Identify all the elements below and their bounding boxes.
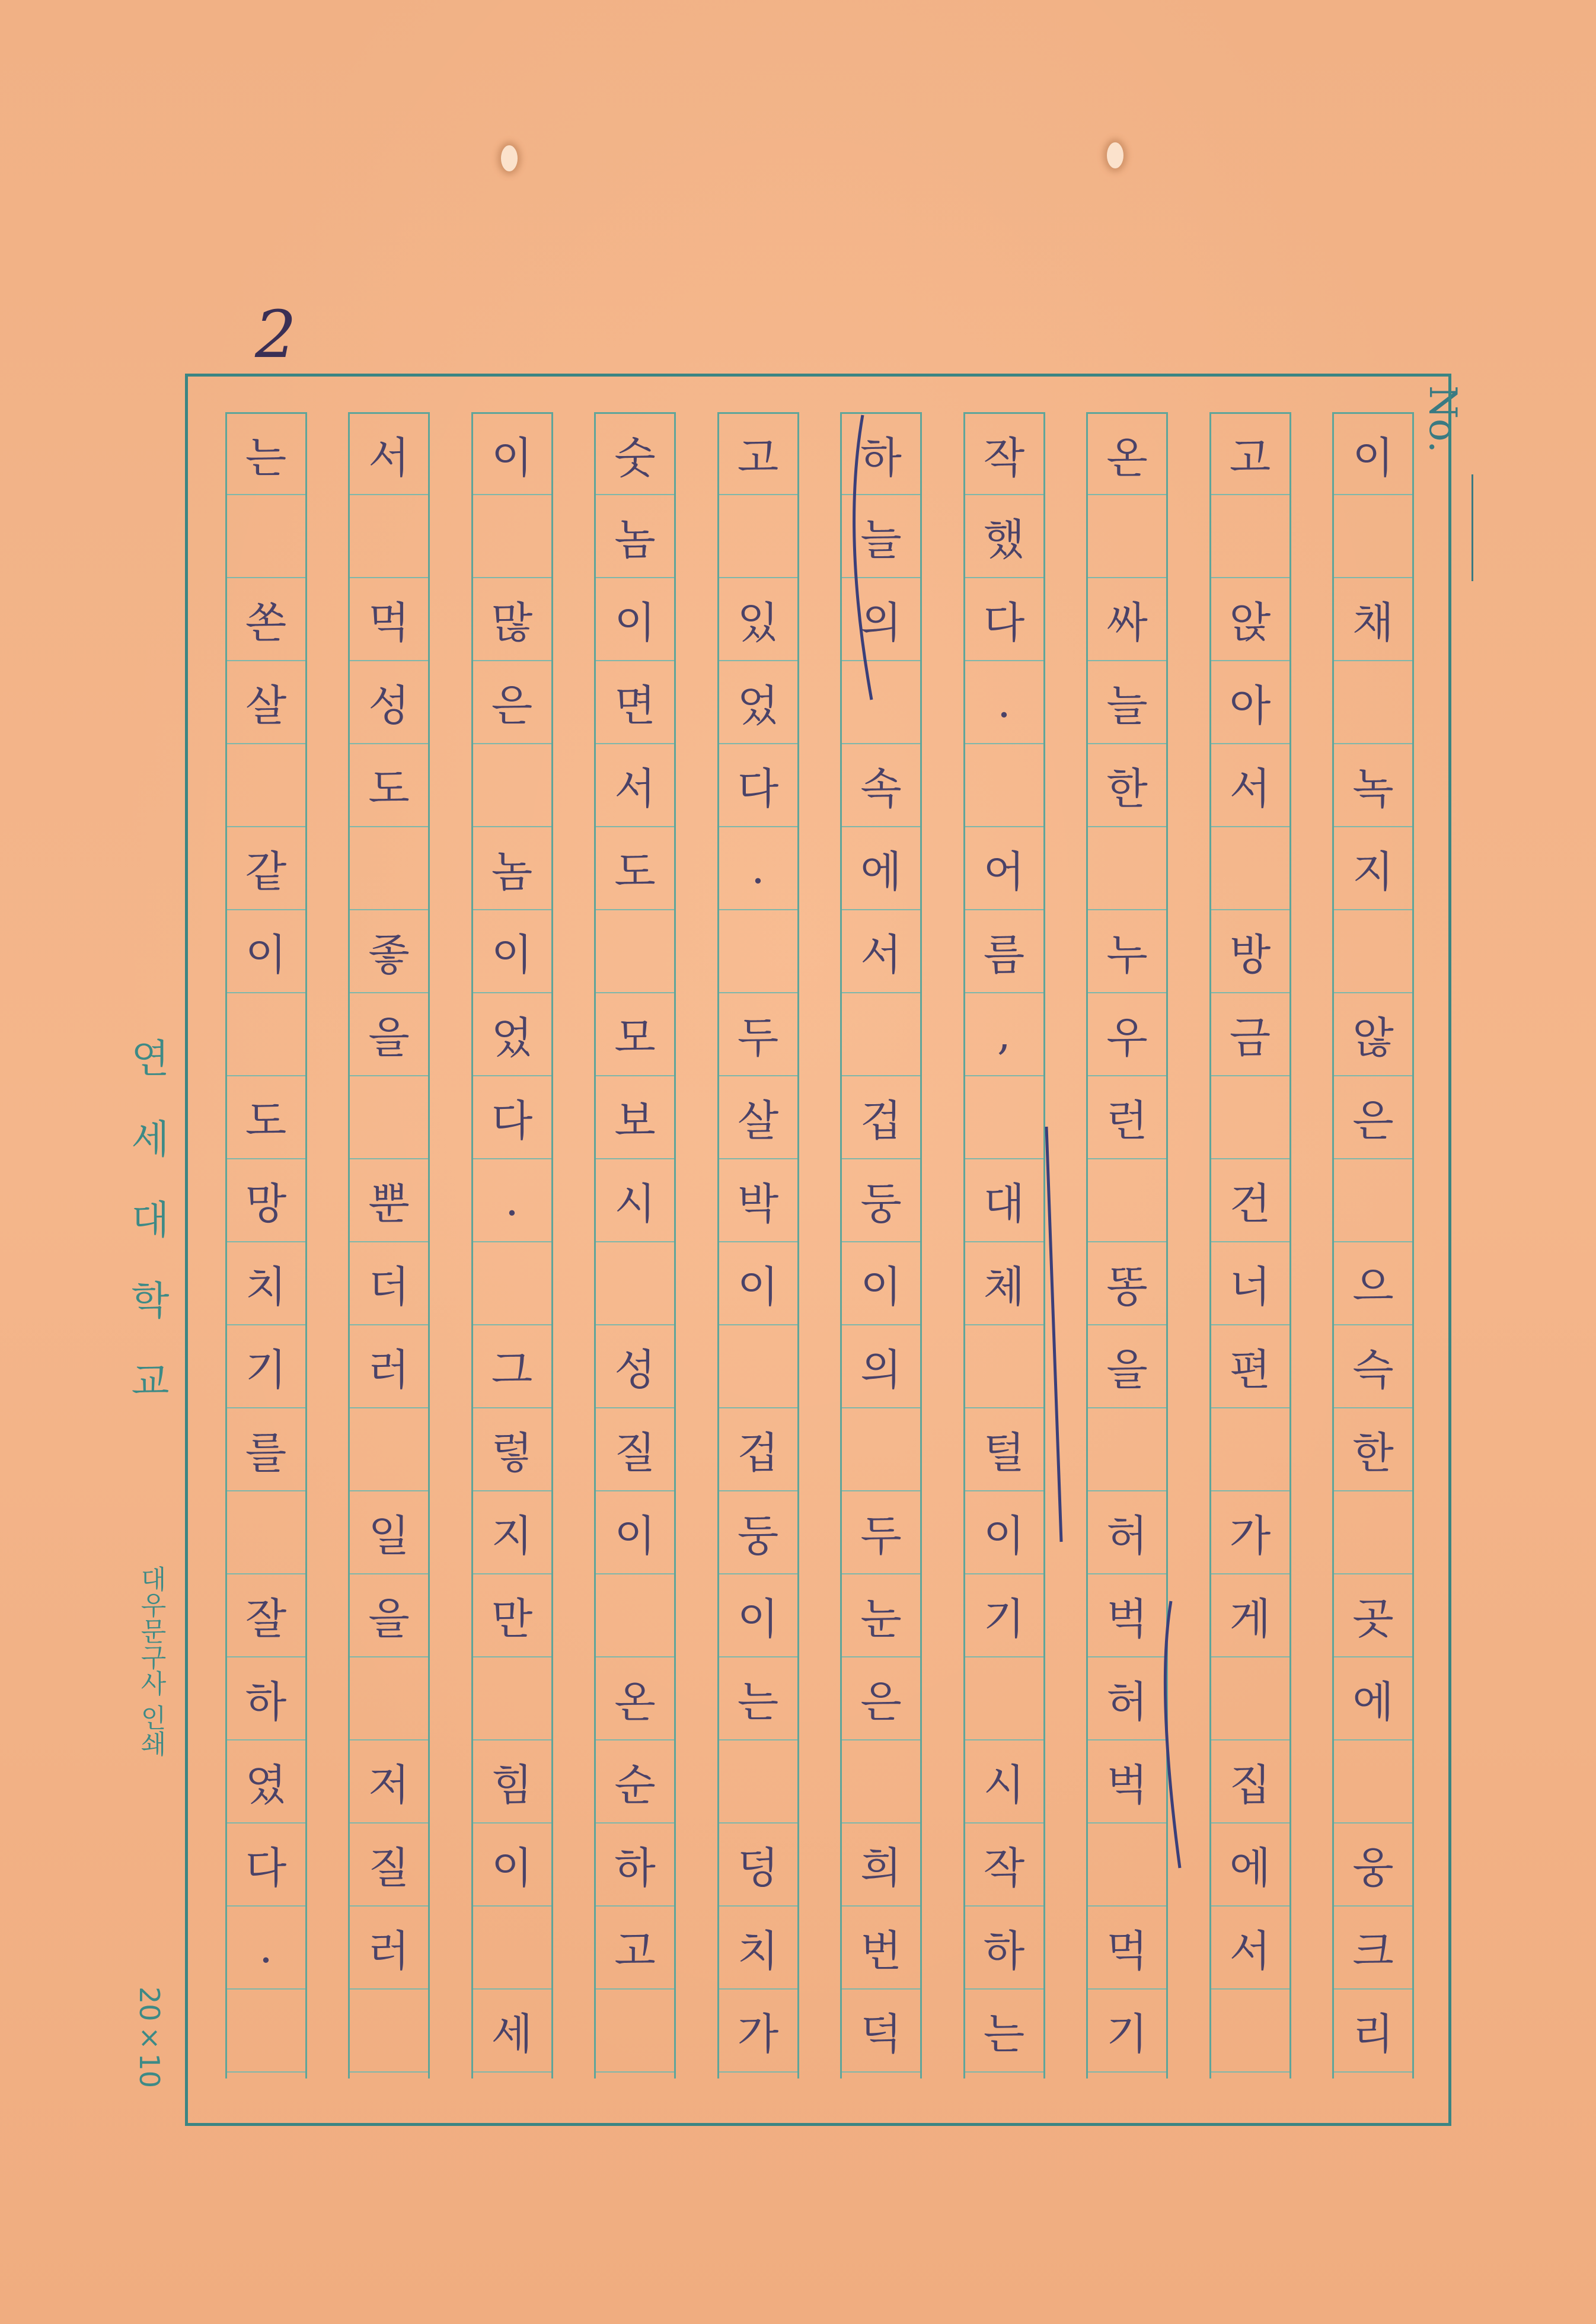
manuscript-cell: 작 — [965, 412, 1043, 495]
manuscript-cell: 서 — [1211, 744, 1289, 827]
manuscript-cell — [1211, 495, 1289, 578]
manuscript-cell: . — [473, 1159, 551, 1242]
manuscript-cell: 대 — [965, 1159, 1043, 1242]
manuscript-cell: 살 — [719, 1076, 797, 1159]
manuscript-cell: 기 — [1088, 1990, 1166, 2073]
manuscript-cell: 이 — [473, 412, 551, 495]
manuscript-cell — [1334, 1740, 1412, 1824]
manuscript-column — [1209, 412, 1291, 2078]
manuscript-cell: 놈 — [473, 827, 551, 910]
manuscript-cell — [1211, 1657, 1289, 1740]
manuscript-cell: 이 — [719, 1242, 797, 1325]
manuscript-cell: 집 — [1211, 1740, 1289, 1824]
manuscript-cell: 기 — [965, 1574, 1043, 1657]
manuscript-cell: 고 — [1211, 412, 1289, 495]
manuscript-cell: 의 — [842, 578, 920, 661]
manuscript-cell: 살 — [227, 661, 305, 744]
manuscript-cell: 겁 — [719, 1408, 797, 1491]
manuscript-cell: 질 — [350, 1824, 428, 1907]
manuscript-cell: 이 — [473, 910, 551, 993]
manuscript-cell: 하 — [596, 1824, 674, 1907]
manuscript-cell: 순 — [596, 1740, 674, 1824]
manuscript-cell: 한 — [1334, 1408, 1412, 1491]
manuscript-column — [840, 412, 922, 2078]
manuscript-cell: 을 — [1088, 1325, 1166, 1408]
manuscript-cell — [965, 1076, 1043, 1159]
manuscript-cell: 벅 — [1088, 1574, 1166, 1657]
manuscript-cell: 허 — [1088, 1491, 1166, 1574]
manuscript-cell: 이 — [719, 1574, 797, 1657]
manuscript-cell: 이 — [227, 910, 305, 993]
manuscript-cell — [719, 910, 797, 993]
manuscript-cell: 두 — [719, 993, 797, 1076]
manuscript-cell: , — [965, 993, 1043, 1076]
manuscript-cell — [965, 1325, 1043, 1408]
manuscript-cell: 채 — [1334, 578, 1412, 661]
manuscript-cell: 도 — [227, 1076, 305, 1159]
manuscript-cell: . — [965, 661, 1043, 744]
manuscript-cell — [1334, 1159, 1412, 1242]
manuscript-column — [471, 412, 553, 2078]
manuscript-cell: 아 — [1211, 661, 1289, 744]
manuscript-cell: 였 — [227, 1740, 305, 1824]
manuscript-grid — [225, 412, 1414, 2078]
manuscript-cell: 성 — [350, 661, 428, 744]
manuscript-cell: 똥 — [1088, 1242, 1166, 1325]
manuscript-cell — [842, 1408, 920, 1491]
manuscript-cell: 면 — [596, 661, 674, 744]
manuscript-cell: 먹 — [350, 578, 428, 661]
punch-hole-left — [501, 145, 518, 171]
manuscript-cell — [350, 1076, 428, 1159]
manuscript-column — [717, 412, 799, 2078]
manuscript-cell: 의 — [842, 1325, 920, 1408]
manuscript-cell: 은 — [842, 1657, 920, 1740]
manuscript-cell: 너 — [1211, 1242, 1289, 1325]
manuscript-cell: 작 — [965, 1824, 1043, 1907]
manuscript-cell: 크 — [1334, 1907, 1412, 1990]
manuscript-cell: 이 — [596, 1491, 674, 1574]
manuscript-cell — [350, 1990, 428, 2073]
manuscript-cell: 시 — [596, 1159, 674, 1242]
manuscript-cell: 시 — [965, 1740, 1043, 1824]
manuscript-cell: 가 — [1211, 1491, 1289, 1574]
no-underline — [1471, 474, 1473, 581]
manuscript-cell: 덕 — [842, 1990, 920, 2073]
manuscript-cell: 서 — [596, 744, 674, 827]
printer-school-name: 연세대학교 — [124, 1038, 170, 1441]
manuscript-cell: 서 — [1211, 1907, 1289, 1990]
manuscript-cell — [1088, 1408, 1166, 1491]
manuscript-column — [348, 412, 430, 2078]
manuscript-cell: 늘 — [1088, 661, 1166, 744]
manuscript-cell: 쏜 — [227, 578, 305, 661]
manuscript-cell: 방 — [1211, 910, 1289, 993]
manuscript-cell: 온 — [596, 1657, 674, 1740]
manuscript-cell — [1088, 1824, 1166, 1907]
manuscript-cell — [473, 1907, 551, 1990]
manuscript-cell — [350, 1408, 428, 1491]
no-label: No. — [1421, 385, 1464, 453]
manuscript-cell — [596, 1242, 674, 1325]
manuscript-cell — [842, 661, 920, 744]
manuscript-cell: 벅 — [1088, 1740, 1166, 1824]
manuscript-cell: 누 — [1088, 910, 1166, 993]
manuscript-cell: 러 — [350, 1325, 428, 1408]
manuscript-cell: 온 — [1088, 412, 1166, 495]
manuscript-cell: 름 — [965, 910, 1043, 993]
manuscript-cell: 건 — [1211, 1159, 1289, 1242]
manuscript-cell: 를 — [227, 1408, 305, 1491]
manuscript-cell — [1088, 495, 1166, 578]
manuscript-cell: . — [719, 827, 797, 910]
manuscript-cell: 둥 — [719, 1491, 797, 1574]
manuscript-cell: 많 — [473, 578, 551, 661]
manuscript-cell — [842, 993, 920, 1076]
manuscript-cell — [596, 1574, 674, 1657]
manuscript-cell — [473, 1657, 551, 1740]
manuscript-cell: 녹 — [1334, 744, 1412, 827]
manuscript-cell: 뿐 — [350, 1159, 428, 1242]
manuscript-cell: 같 — [227, 827, 305, 910]
manuscript-cell: 도 — [596, 827, 674, 910]
grid-size-label: 20×10 — [133, 1987, 165, 2089]
manuscript-cell: 리 — [1334, 1990, 1412, 2073]
manuscript-cell: 털 — [965, 1408, 1043, 1491]
manuscript-column — [594, 412, 676, 2078]
manuscript-cell: 은 — [473, 661, 551, 744]
manuscript-cell — [350, 827, 428, 910]
manuscript-cell: 이 — [842, 1242, 920, 1325]
manuscript-cell: 번 — [842, 1907, 920, 1990]
manuscript-cell: 가 — [719, 1990, 797, 2073]
manuscript-cell — [473, 495, 551, 578]
manuscript-cell: 박 — [719, 1159, 797, 1242]
manuscript-cell: 웅 — [1334, 1824, 1412, 1907]
manuscript-cell — [719, 1325, 797, 1408]
manuscript-cell — [350, 1657, 428, 1740]
manuscript-cell: 질 — [596, 1408, 674, 1491]
manuscript-cell: 세 — [473, 1990, 551, 2073]
manuscript-cell: 었 — [719, 661, 797, 744]
manuscript-cell: 다 — [227, 1824, 305, 1907]
manuscript-cell: 희 — [842, 1824, 920, 1907]
manuscript-cell: 두 — [842, 1491, 920, 1574]
manuscript-cell: 기 — [227, 1325, 305, 1408]
manuscript-cell: 이 — [965, 1491, 1043, 1574]
manuscript-cell — [1211, 827, 1289, 910]
manuscript-cell: 먹 — [1088, 1907, 1166, 1990]
manuscript-cell — [596, 910, 674, 993]
manuscript-cell — [965, 1657, 1043, 1740]
manuscript-cell: 않 — [1334, 993, 1412, 1076]
manuscript-cell: 은 — [1334, 1076, 1412, 1159]
manuscript-cell: 성 — [596, 1325, 674, 1408]
manuscript-cell: 덩 — [719, 1824, 797, 1907]
manuscript-column — [963, 412, 1045, 2078]
manuscript-cell: 을 — [350, 993, 428, 1076]
manuscript-cell: 서 — [350, 412, 428, 495]
manuscript-cell — [227, 993, 305, 1076]
manuscript-cell: 렇 — [473, 1408, 551, 1491]
manuscript-cell — [842, 1740, 920, 1824]
manuscript-cell: 일 — [350, 1491, 428, 1574]
manuscript-cell: 고 — [596, 1907, 674, 1990]
manuscript-cell: 더 — [350, 1242, 428, 1325]
manuscript-cell: 하 — [227, 1657, 305, 1740]
manuscript-cell: 늘 — [842, 495, 920, 578]
manuscript-cell — [596, 1990, 674, 2073]
manuscript-cell — [1334, 1491, 1412, 1574]
manuscript-cell: 다 — [473, 1076, 551, 1159]
manuscript-cell: 저 — [350, 1740, 428, 1824]
manuscript-cell: 망 — [227, 1159, 305, 1242]
manuscript-cell: 는 — [965, 1990, 1043, 2073]
manuscript-cell: 둥 — [842, 1159, 920, 1242]
manuscript-cell: 금 — [1211, 993, 1289, 1076]
manuscript-cell: 눈 — [842, 1574, 920, 1657]
manuscript-cell: 앉 — [1211, 578, 1289, 661]
manuscript-cell: 있 — [719, 578, 797, 661]
manuscript-column — [1332, 412, 1414, 2078]
manuscript-column — [1086, 412, 1168, 2078]
manuscript-cell — [719, 495, 797, 578]
manuscript-column — [225, 412, 307, 2078]
manuscript-cell: 그 — [473, 1325, 551, 1408]
manuscript-cell: 한 — [1088, 744, 1166, 827]
manuscript-cell: 체 — [965, 1242, 1043, 1325]
manuscript-cell: 이 — [596, 578, 674, 661]
manuscript-cell: 했 — [965, 495, 1043, 578]
manuscript-cell: 지 — [473, 1491, 551, 1574]
manuscript-cell: 으 — [1334, 1242, 1412, 1325]
manuscript-cell: 서 — [842, 910, 920, 993]
manuscript-cell: 놈 — [596, 495, 674, 578]
manuscript-cell: 싸 — [1088, 578, 1166, 661]
manuscript-cell: 다 — [719, 744, 797, 827]
manuscript-cell — [1211, 1408, 1289, 1491]
manuscript-cell: 만 — [473, 1574, 551, 1657]
manuscript-cell: 는 — [227, 412, 305, 495]
manuscript-cell — [227, 495, 305, 578]
manuscript-cell: 힘 — [473, 1740, 551, 1824]
manuscript-cell: 겁 — [842, 1076, 920, 1159]
manuscript-cell — [1334, 495, 1412, 578]
manuscript-cell — [473, 1242, 551, 1325]
manuscript-cell: 하 — [965, 1907, 1043, 1990]
manuscript-cell: 지 — [1334, 827, 1412, 910]
manuscript-cell — [227, 744, 305, 827]
manuscript-cell — [1211, 1990, 1289, 2073]
manuscript-cell: 슥 — [1334, 1325, 1412, 1408]
manuscript-cell: 게 — [1211, 1574, 1289, 1657]
manuscript-cell — [719, 1740, 797, 1824]
manuscript-cell: 속 — [842, 744, 920, 827]
manuscript-cell: 는 — [719, 1657, 797, 1740]
manuscript-cell — [1088, 1159, 1166, 1242]
manuscript-cell: 우 — [1088, 993, 1166, 1076]
manuscript-cell: 곳 — [1334, 1574, 1412, 1657]
manuscript-cell — [965, 744, 1043, 827]
manuscript-cell: . — [227, 1907, 305, 1990]
manuscript-cell: 모 — [596, 993, 674, 1076]
manuscript-cell: 다 — [965, 578, 1043, 661]
manuscript-cell — [1211, 1076, 1289, 1159]
manuscript-cell: 좋 — [350, 910, 428, 993]
manuscript-cell: 치 — [719, 1907, 797, 1990]
manuscript-cell: 을 — [350, 1574, 428, 1657]
punch-hole-right — [1107, 142, 1123, 168]
manuscript-cell: 어 — [965, 827, 1043, 910]
manuscript-cell — [1334, 661, 1412, 744]
manuscript-cell: 잘 — [227, 1574, 305, 1657]
manuscript-cell — [350, 495, 428, 578]
manuscript-cell: 하 — [842, 412, 920, 495]
handwritten-page-number: 2 — [255, 297, 296, 372]
manuscript-cell — [227, 1491, 305, 1574]
manuscript-cell — [1334, 910, 1412, 993]
manuscript-cell: 에 — [842, 827, 920, 910]
manuscript-cell — [227, 1990, 305, 2073]
manuscript-cell: 보 — [596, 1076, 674, 1159]
manuscript-cell: 에 — [1334, 1657, 1412, 1740]
manuscript-cell: 에 — [1211, 1824, 1289, 1907]
manuscript-cell — [473, 744, 551, 827]
manuscript-cell: 편 — [1211, 1325, 1289, 1408]
manuscript-cell: 도 — [350, 744, 428, 827]
manuscript-cell: 치 — [227, 1242, 305, 1325]
manuscript-cell: 런 — [1088, 1076, 1166, 1159]
manuscript-cell: 고 — [719, 412, 797, 495]
manuscript-cell: 숫 — [596, 412, 674, 495]
manuscript-cell: 허 — [1088, 1657, 1166, 1740]
printer-shop-name: 대우문구사 인쇄 — [136, 1566, 166, 1756]
manuscript-cell — [1088, 827, 1166, 910]
manuscript-cell: 러 — [350, 1907, 428, 1990]
manuscript-cell: 이 — [1334, 412, 1412, 495]
manuscript-cell: 었 — [473, 993, 551, 1076]
manuscript-cell: 이 — [473, 1824, 551, 1907]
